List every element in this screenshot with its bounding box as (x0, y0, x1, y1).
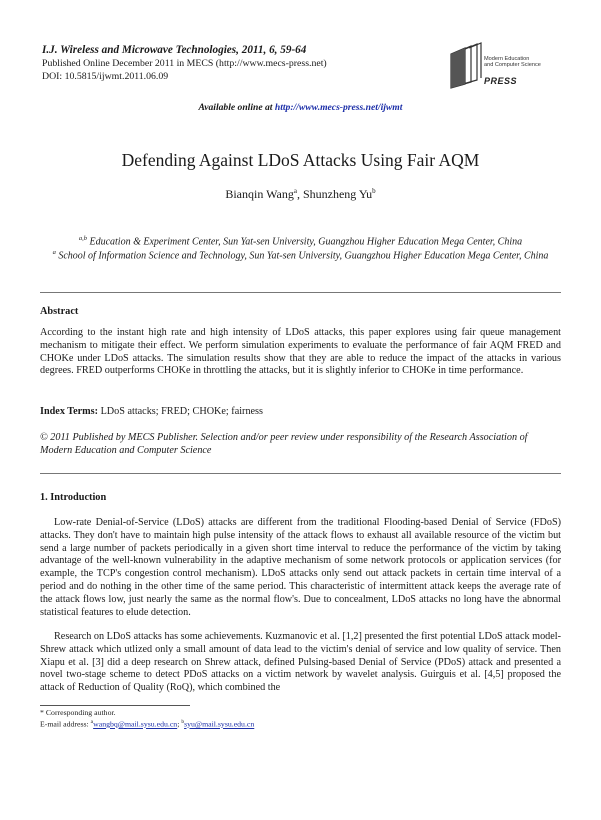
paragraph: Low-rate Denial-of-Service (LDoS) attacks are different from the traditional Flooding-based Denial of Service (FDoS) attacks. They don't have to maintain high pulse intensity of the attack flows to exhaust all available resource of the victim but send a large number of packets periodically in a given short time interval to reduce the performance of the victim by taking advantage of the well-known vulnerability in the adaptive mechanism of some network protocols or application services (for example, the TCP's congestion control mechanism). LDoS attacks only send out attack packets in certain time interval of a period and do nothing in the other time of the same period. This characteristic of intermittent attack keeps the average rate of the attack flows low, just nearly the same as the normal flow's. Due to concealment, LDoS attacks no long have the abnormal statistical features to elude detection. (40, 517, 561, 618)
index-terms: Index Terms: LDoS attacks; FRED; CHOKe; fairness (40, 406, 263, 417)
corresponding-author-note: * Corresponding author. (40, 708, 116, 717)
abstract-text: According to the instant high rate and high intensity of LDoS attacks, this paper explores using fair queue management mechanism to mitigate their effect. We perform simulation experiments to evaluate the performance of fair AQM FRED and CHOKe under LDoS attacks. The simulation results show that they are able to reduce the impact of the attacks in various degrees. FRED outperforms CHOKe in throttling the attacks, but it is slightly inferior to CHOKe in time performance. (40, 327, 561, 377)
email-link[interactable]: wangbq@mail.sysu.edu.cn (93, 719, 178, 729)
doi: DOI: 10.5815/ijwmt.2011.06.09 (42, 71, 169, 82)
author-list: Bianqin Wang$^a$, Shunzheng Yu$^b$ (225, 187, 376, 201)
affiliation: $^{a,b}$ Education & Experiment Center, Sun Yat-sen University, Guangzhou Higher Education Mega Center, China (78, 235, 523, 248)
available-online: Available online at http://www.mecs-press.net/ijwmt (198, 102, 403, 113)
journal-url-link[interactable]: http://www.mecs-press.net/ijwmt (274, 102, 403, 113)
index-terms-label: Index Terms: (40, 406, 99, 417)
logo-press-word: PRESS (484, 76, 518, 86)
section-heading-introduction: 1. Introduction (40, 492, 107, 503)
divider (40, 473, 561, 474)
paper-title: Defending Against LDoS Attacks Using Fair AQM (121, 150, 480, 170)
paragraph: Research on LDoS attacks has some achievements. Kuzmanovic et al. [1,2] presented the first potential LDoS attack model-Shrew attack which utlized only a small amount of data lead to the victim's denial of service and low quality of service. Then Xiapu et al. [3] did a deep research on Shrew attack, defined Pulsing-based Denial of Service (PDoS) attack and presented a novel two-stage scheme to detect PDoS attacks on a victim network by wavelet analysis. Guirguis et al. [4,5] proposed the attack of Reduction of Quality (RoQ), which combined the (40, 631, 561, 694)
copyright-notice: © 2011 Published by MECS Publisher. Selection and/or peer review under responsibility of the Research Association of Modern Education and Computer Science (40, 432, 528, 456)
divider (40, 292, 561, 293)
author-mark: b (372, 187, 376, 195)
publication-info: Published Online December 2011 in MECS (http://www.mecs-press.net) (42, 58, 327, 69)
logo-text: Modern Education and Computer Science (484, 56, 541, 69)
journal-citation: I.J. Wireless and Microwave Technologies, 2011, 6, 59-64 (42, 44, 307, 56)
email-link[interactable]: syu@mail.sysu.edu.cn (184, 719, 255, 729)
email-line: E-mail address: $^a$wangbq@mail.sysu.edu.cn; $^b$syu@mail.sysu.edu.cn (40, 719, 255, 729)
abstract-heading: Abstract (40, 306, 79, 317)
affiliation: $^a$ School of Information Science and Technology, Sun Yat-sen University, Guangzhou Higher Education Mega Center, China (52, 249, 549, 262)
author-name: Bianqin Wang (225, 187, 294, 201)
footnote-rule (40, 705, 190, 706)
author-name: Shunzheng Yu (302, 187, 373, 201)
author-mark: a (293, 187, 297, 195)
